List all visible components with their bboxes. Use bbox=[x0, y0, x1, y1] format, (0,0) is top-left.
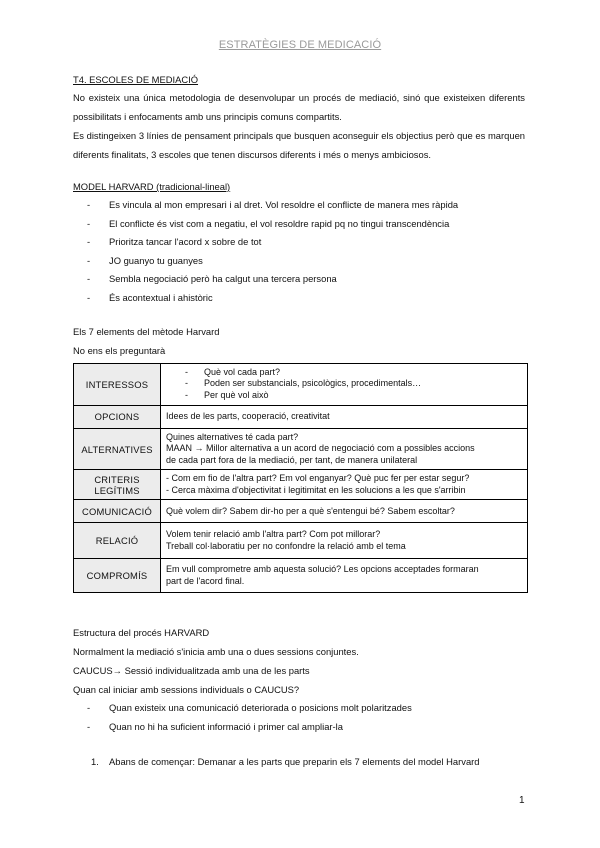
section-title: T4. ESCOLES DE MEDIACIÓ bbox=[73, 74, 199, 85]
table-value-cell bbox=[161, 523, 528, 559]
list-item: - JO guanyo tu guanyes bbox=[73, 252, 525, 271]
table-row bbox=[74, 500, 528, 523]
page-content bbox=[73, 71, 525, 771]
cell-line: Idees de les parts, cooperació, creativitat bbox=[166, 411, 330, 422]
structure-line: CAUCUS→ Sessió individualitzada amb una de les parts bbox=[73, 665, 310, 677]
table-row bbox=[74, 559, 528, 593]
table-value-cell bbox=[161, 559, 528, 593]
cell-line: - Cerca màxima d'objectivitat i legitimitat en les solucions a les que s'arribin bbox=[166, 484, 466, 495]
table-row bbox=[74, 470, 528, 500]
elements-title: Els 7 elements del mètode Harvard bbox=[73, 325, 220, 337]
page-header: ESTRATÈGIES DE MEDICACIÓ bbox=[218, 39, 382, 51]
list-item: - Quan existeix una comunicació deteriorada o posicions molt polaritzades bbox=[73, 699, 525, 718]
list-item: - Quan no hi ha suficient informació i primer cal ampliar-la bbox=[73, 718, 525, 737]
table-key-cell: OPCIONS bbox=[74, 405, 161, 428]
steps-list bbox=[73, 752, 525, 771]
table-key-cell: ALTERNATIVES bbox=[74, 428, 161, 470]
harvard-elements-table bbox=[73, 363, 528, 594]
intro-paragraph: No existeix una única metodologia de desenvolupar un procés de mediació, sinó que existeixen diferents possibilitats i enfocaments amb uns principis comuns compartits. bbox=[73, 92, 525, 122]
table-key-cell: INTERESSOS bbox=[74, 363, 161, 405]
step-text: Abans de començar: Demanar a les parts que preparin els 7 elements del model Harvard bbox=[109, 755, 480, 767]
model-list bbox=[73, 196, 525, 308]
table-row bbox=[74, 428, 528, 470]
intro-paragraph-2: Es distingeixen 3 línies de pensament principals que busquen aconseguir els objectius però que es marquen diferents finalitats, 3 escoles que tenen discursos diferents i més o menys ambiciosos. bbox=[73, 130, 525, 160]
table-row bbox=[74, 523, 528, 559]
list-item: - El conflicte és vist com a negatiu, el vol resoldre rapid pq no tingui transcendència bbox=[73, 215, 525, 234]
cell-line: - Com em fio de l'altra part? Em vol enganyar? Què puc fer per estar segur? bbox=[166, 473, 470, 484]
key-line: CRITERIS bbox=[94, 473, 140, 485]
list-item bbox=[73, 752, 525, 771]
cell-line: part de l'acord final. bbox=[166, 575, 245, 586]
list-item: - Sembla negociació però ha calgut una tercera persona bbox=[73, 270, 525, 289]
step-number: 1. bbox=[91, 755, 99, 767]
list-item: - Què vol cada part? bbox=[166, 367, 522, 379]
list-item: - Poden ser substancials, psicològics, procedimentals… bbox=[166, 378, 522, 390]
cell-line: Volem tenir relació amb l'altra part? Com pot millorar? bbox=[166, 529, 381, 540]
page-number: 1 bbox=[519, 795, 525, 806]
cell-line: Treball col·laboratiu per no confondre la relació amb el tema bbox=[166, 540, 406, 551]
table-value-cell bbox=[161, 428, 528, 470]
cell-line: MAAN → Millor alternativa a un acord de negociació com a possibles accions bbox=[166, 443, 475, 454]
structure-title: Estructura del procés HARVARD bbox=[73, 627, 210, 639]
key-line: LEGÍTIMS bbox=[94, 484, 140, 496]
cell-line: Em vull comprometre amb aquesta solució? Les opcions acceptades formaran bbox=[166, 564, 479, 575]
cell-line: Quines alternatives té cada part? bbox=[166, 431, 299, 442]
cell-line: de cada part fora de la mediació, per tant, de manera unilateral bbox=[166, 454, 418, 465]
caucus-list bbox=[73, 699, 525, 736]
cell-line: Què volem dir? Sabem dir-ho per a què s'entengui bé? Sabem escoltar? bbox=[166, 505, 455, 516]
list-item: - Per què vol això bbox=[166, 390, 522, 402]
list-item: - Prioritza tancar l'acord x sobre de tot bbox=[73, 233, 525, 252]
list-item: - Es vincula al mon empresari i al dret. Vol resoldre el conflicte de manera mes ràpida bbox=[73, 196, 525, 215]
table-key-cell bbox=[74, 470, 161, 500]
table-value-cell bbox=[161, 500, 528, 523]
list-item: - És acontextual i ahistòric bbox=[73, 289, 525, 308]
table-row bbox=[74, 363, 528, 405]
table-key-cell: RELACIÓ bbox=[74, 523, 161, 559]
table-key-cell: COMUNICACIÓ bbox=[74, 500, 161, 523]
table-value-cell bbox=[161, 363, 528, 405]
structure-line: Quan cal iniciar amb sessions individuals o CAUCUS? bbox=[73, 684, 300, 696]
model-title: MODEL HARVARD (tradicional-lineal) bbox=[73, 181, 231, 192]
structure-line: Normalment la mediació s'inicia amb una o dues sessions conjuntes. bbox=[73, 646, 359, 658]
elements-subtitle: No ens els preguntarà bbox=[73, 344, 166, 356]
table-key-cell: COMPROMÍS bbox=[74, 559, 161, 593]
table-value-cell bbox=[161, 405, 528, 428]
table-row bbox=[74, 405, 528, 428]
table-value-cell bbox=[161, 470, 528, 500]
